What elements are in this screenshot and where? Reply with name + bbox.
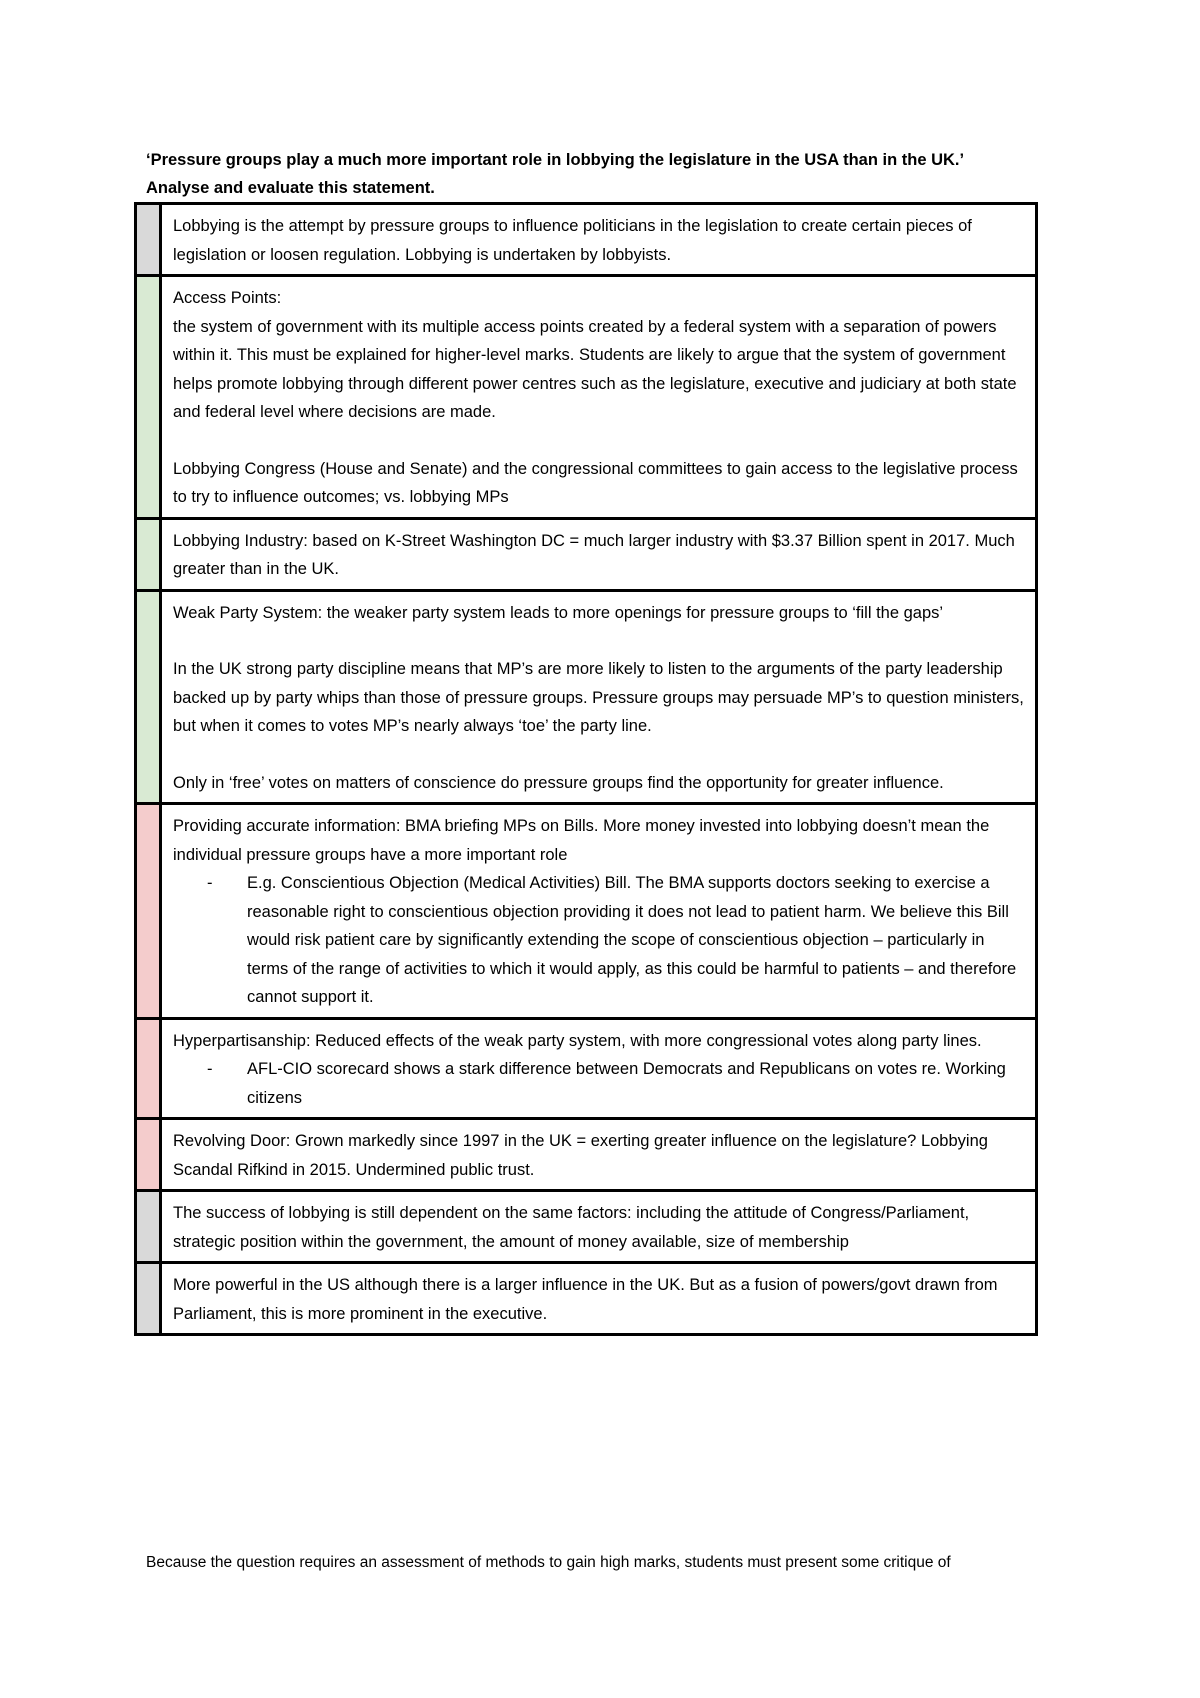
table-row [136, 1263, 1037, 1335]
success-factors-cell [161, 1191, 1037, 1263]
table-row [136, 590, 1037, 804]
revolving-door-cell [161, 1119, 1037, 1191]
cell-text: In the UK strong party discipline means that MP’s are more likely to listen to the arguments of the party leadership backed up by party whips than those of pressure groups. Pressure groups may persuade MP’s to question ministers, but when it comes to votes MP’s nearly always ‘toe’ the party line. [173, 660, 1024, 735]
row-color-marker [136, 276, 161, 519]
row-color-marker [136, 1119, 161, 1191]
cell-text: the system of government with its multiple access points created by a federal system with a separation of powers within it. This must be explained for higher-level marks. Students are likely to argue that the system of government helps promote lobbying through different power centres such as the legislature, executive and judiciary at both state and federal level where decisions are made. [173, 317, 1017, 421]
cell-text: More powerful in the US although there is a larger influence in the UK. But as a fusion of powers/govt drawn from Parliament, this is more prominent in the executive. [173, 1276, 998, 1323]
table-row [136, 204, 1037, 276]
cell-text: Lobbying Congress (House and Senate) and the congressional committees to gain access to the legislative process to try to influence outcomes; vs. lobbying MPs [173, 459, 1018, 506]
definition-cell [161, 204, 1037, 276]
bullet-list [173, 1055, 1025, 1112]
row-color-marker [136, 590, 161, 804]
row-color-marker [136, 804, 161, 1019]
footer-note: Because the question requires an assessment of methods to gain high marks, students must present some critique of [146, 1553, 951, 1571]
lobbying-industry-cell [161, 518, 1037, 590]
essay-plan-table [134, 202, 1038, 1336]
row-color-marker [136, 1018, 161, 1119]
row-color-marker [136, 1263, 161, 1335]
accurate-information-cell [161, 804, 1037, 1019]
cell-text: Only in ‘free’ votes on matters of conscience do pressure groups find the opportunity for greater influence. [173, 773, 944, 792]
bullet-list [173, 869, 1025, 1012]
hyperpartisanship-cell [161, 1018, 1037, 1119]
access-points-cell [161, 276, 1037, 519]
list-item: - AFL-CIO scorecard shows a stark difference between Democrats and Republicans on votes re. Working citizens [247, 1055, 1025, 1112]
question-instruction: Analyse and evaluate this statement. [146, 179, 435, 197]
cell-text: Hyperpartisanship: Reduced effects of the weak party system, with more congressional votes along party lines. [173, 1031, 982, 1050]
cell-text: Weak Party System: the weaker party system leads to more openings for pressure groups to ‘fill the gaps’ [173, 603, 944, 622]
question-heading [146, 146, 1046, 202]
row-color-marker [136, 1191, 161, 1263]
table-row [136, 518, 1037, 590]
table-row [136, 1018, 1037, 1119]
weak-party-system-cell [161, 590, 1037, 804]
question-statement: ‘Pressure groups play a much more important role in lobbying the legislature in the USA than in the UK.’ [146, 151, 965, 169]
cell-text: The success of lobbying is still dependent on the same factors: including the attitude of Congress/Parliament, strategic position within the government, the amount of money available, size of membership [173, 1204, 970, 1251]
cell-heading: Access Points: [173, 289, 282, 307]
cell-text: Providing accurate information: BMA briefing MPs on Bills. More money invested into lobbying doesn’t mean the individual pressure groups have a more important role [173, 817, 990, 864]
conclusion-cell [161, 1263, 1037, 1335]
list-item: - E.g. Conscientious Objection (Medical Activities) Bill. The BMA supports doctors seeking to exercise a reasonable right to conscientious objection providing it does not lead to patient harm. We believe this Bill would risk patient care by significantly extending the scope of conscientious objection – particularly in terms of the range of activities to which it would apply, as this could be harmful to patients – and therefore cannot support it. [247, 869, 1025, 1012]
table-row [136, 804, 1037, 1019]
cell-text: Lobbying Industry: based on K-Street Washington DC = much larger industry with $3.37 Billion spent in 2017. Much greater than in the UK. [173, 531, 1015, 578]
table-row [136, 1191, 1037, 1263]
table-row [136, 1119, 1037, 1191]
cell-text: Lobbying is the attempt by pressure groups to influence politicians in the legislation to create certain pieces of legislation or loosen regulation. Lobbying is undertaken by lobbyists. [173, 217, 972, 264]
table-row [136, 276, 1037, 519]
cell-text: Revolving Door: Grown markedly since 1997 in the UK = exerting greater influence on the legislature? Lobbying Scandal Rifkind in 2015. Undermined public trust. [173, 1132, 988, 1179]
row-color-marker [136, 204, 161, 276]
row-color-marker [136, 518, 161, 590]
